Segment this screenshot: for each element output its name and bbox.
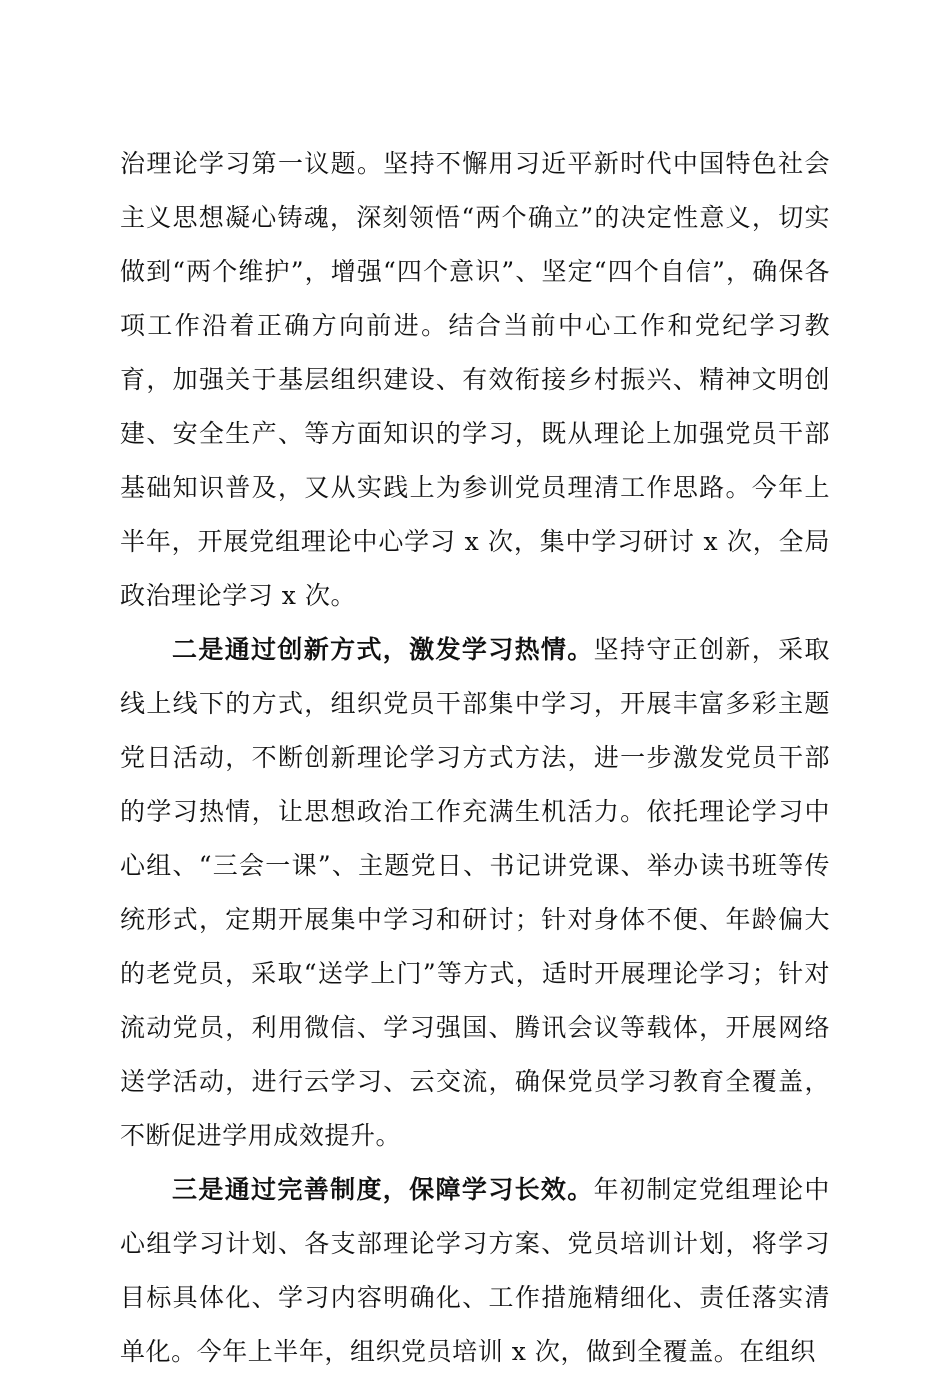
document-body	[120, 137, 830, 1379]
paragraph-heading: 三是通过完善制度，保障学习长效。	[172, 1175, 594, 1204]
paragraph-text: 治理论学习第一议题。坚持不懈用习近平新时代中国特色社会主义思想凝心铸魂，深刻领悟“两个确立”的决定性意义，切实做到“两个维护”，增强“四个意识”、坚定“四个自信”，确保各项工作沿着正确方向前进。结合当前中心工作和党纪学习教育，加强关于基层组织建设、有效衔接乡村振兴、精神文明创建、安全生产、等方面知识的学习，既从理论上加强党员干部基础知识普及，又从实践上为参训党员理清工作思路。今年上半年，开展党组理论中心学习 x 次，集中学习研讨 x 次，全局政治理论学习 x 次。	[120, 149, 830, 610]
paragraph-text: 年初制定党组理论中心组学习计划、各支部理论学习方案、党员培训计划，将学习目标具体化、学习内容明确化、工作措施精细化、责任落实清单化。今年上半年，组织党员培训 x 次，做到全覆盖。在组织	[120, 1175, 830, 1366]
paragraph-heading: 二是通过创新方式，激发学习热情。	[172, 635, 594, 664]
paragraph-system	[120, 1163, 830, 1379]
paragraph-text: 坚持守正创新，采取线上线下的方式，组织党员干部集中学习，开展丰富多彩主题党日活动，不断创新理论学习方式方法，进一步激发党员干部的学习热情，让思想政治工作充满生机活力。依托理论学习中心组、“三会一课”、主题党日、书记讲党课、举办读书班等传统形式，定期开展集中学习和研讨；针对身体不便、年龄偏大的老党员，采取“送学上门”等方式，适时开展理论学习；针对流动党员，利用微信、学习强国、腾讯会议等载体，开展网络送学活动，进行云学习、云交流，确保党员学习教育全覆盖，不断促进学用成效提升。	[120, 635, 830, 1150]
paragraph-innovation	[120, 623, 830, 1163]
paragraph-continued	[120, 137, 830, 623]
